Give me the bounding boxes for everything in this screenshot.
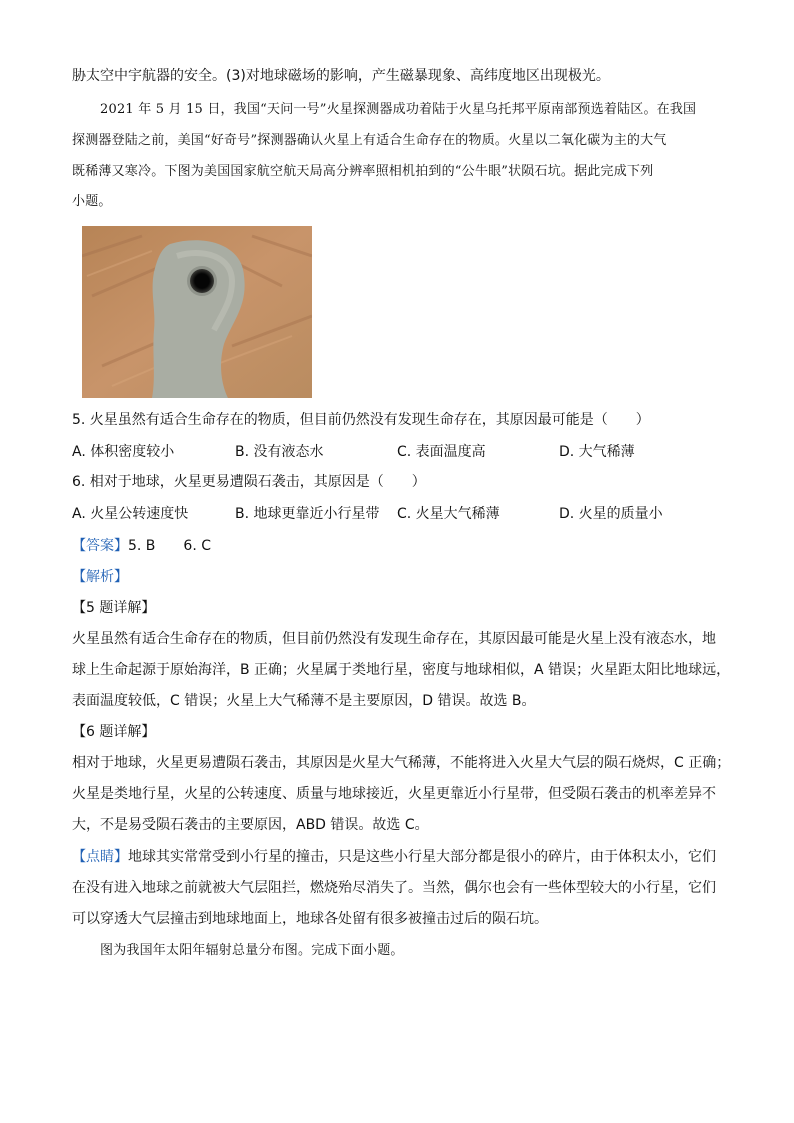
passage-line: 小题。 xyxy=(72,194,112,209)
option-c: C. 表面温度高 xyxy=(397,444,486,460)
passage-line: 既稀薄又寒冷。下图为美国国家航空航天局高分辨率照相机拍到的“公牛眼”状陨石坑。据此完成下列 xyxy=(72,164,654,179)
analysis-tag: 【解析】 xyxy=(72,569,128,585)
option-d: D. 火星的质量小 xyxy=(559,506,663,522)
option-d: D. 大气稀薄 xyxy=(559,444,635,460)
detail-tag: 【5 题详解】 xyxy=(72,600,156,616)
answer-tag: 【答案】 xyxy=(72,538,128,554)
tip-line: 可以穿透大气层撞击到地球地面上，地球各处留有很多被撞击过后的陨石坑。 xyxy=(72,911,548,927)
answer-line xyxy=(72,536,211,556)
crater-photo-image xyxy=(82,226,312,398)
detail-line: 大，不是易受陨石袭击的主要原因，ABD 错误。故选 C。 xyxy=(72,817,429,833)
question-stem: 5. 火星虽然有适合生命存在的物质，但目前仍然没有发现生命存在，其原因最可能是（ ） xyxy=(72,412,650,428)
detail-line: 火星是类地行星，火星的公转速度、质量与地球接近，火星更靠近小行星带，但受陨石袭击的机率差异不 xyxy=(72,786,716,802)
crater-photo xyxy=(82,226,312,398)
intro-line: 胁太空中宇航器的安全。(3)对地球磁场的影响，产生磁暴现象、高纬度地区出现极光。 xyxy=(72,68,610,84)
option-c: C. 火星大气稀薄 xyxy=(397,506,500,522)
question-stem: 6. 相对于地球，火星更易遭陨石袭击，其原因是（ ） xyxy=(72,474,426,490)
tip-text: 地球其实常常受到小行星的撞击，只是这些小行星大部分都是很小的碎片，由于体积太小，它们 xyxy=(128,849,716,865)
detail-line: 表面温度较低，C 错误；火星上大气稀薄不是主要原因，D 错误。故选 B。 xyxy=(72,693,536,709)
passage-line: 2021 年 5 月 15 日，我国“天问一号”火星探测器成功着陆于火星乌托邦平原南部预选着陆区。在我国 xyxy=(100,102,697,117)
option-a: A. 体积密度较小 xyxy=(72,444,175,460)
detail-line: 球上生命起源于原始海洋，B 正确；火星属于类地行星，密度与地球相似，A 错误；火星距太阳比地球远， xyxy=(72,662,731,678)
detail-tag: 【6 题详解】 xyxy=(72,724,156,740)
tip-tag: 【点睛】 xyxy=(72,849,128,865)
tip-first-line xyxy=(72,847,716,867)
detail-line: 相对于地球，火星更易遭陨石袭击，其原因是火星大气稀薄，不能将进入火星大气层的陨石烧烬，C 正确； xyxy=(72,755,731,771)
answer-text: 5. B 6. C xyxy=(128,538,211,554)
tip-line: 在没有进入地球之前就被大气层阻拦，燃烧殆尽消失了。当然，偶尔也会有一些体型较大的小行星，它们 xyxy=(72,880,716,896)
passage-line: 探测器登陆之前，美国“好奇号”探测器确认火星上有适合生命存在的物质。火星以二氧化碳为主的大气 xyxy=(72,133,667,148)
option-a: A. 火星公转速度快 xyxy=(72,506,189,522)
option-b: B. 地球更靠近小行星带 xyxy=(235,506,380,522)
next-intro: 图为我国年太阳年辐射总量分布图。完成下面小题。 xyxy=(100,943,404,958)
option-b: B. 没有液态水 xyxy=(235,444,324,460)
detail-line: 火星虽然有适合生命存在的物质，但目前仍然没有发现生命存在，其原因最可能是火星上没有液态水，地 xyxy=(72,631,716,647)
